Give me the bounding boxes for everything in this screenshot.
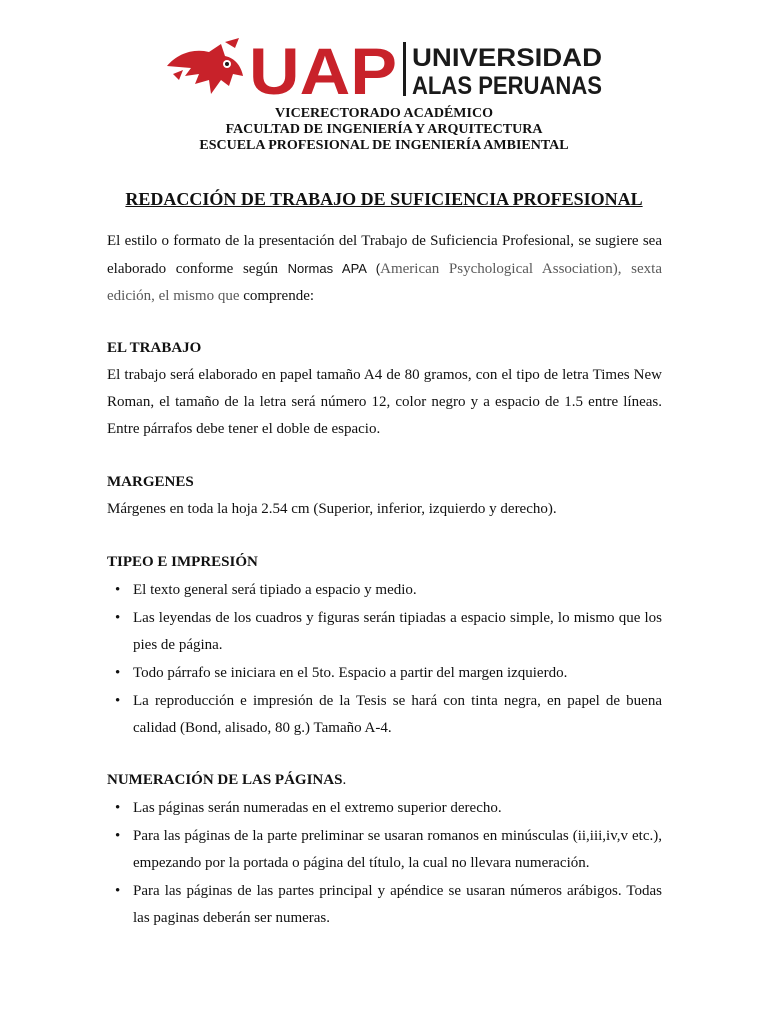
university-logo	[165, 34, 605, 108]
logo-line2: ALAS PERUANAS	[412, 72, 602, 100]
margenes-paragraph: Márgenes en toda la hoja 2.54 cm (Superior, inferior, izquierdo y derecho).	[107, 501, 557, 517]
bullet-icon: •	[115, 883, 121, 899]
numeracion-list	[107, 795, 662, 933]
bullet-icon: •	[115, 693, 121, 709]
vicerectorado-line: VICERECTORADO ACADÉMICO	[275, 106, 493, 121]
intro-paragraph	[107, 228, 662, 310]
tipeo-list	[107, 577, 662, 743]
section-heading-tipeo: TIPEO E IMPRESIÓN	[107, 554, 258, 570]
eagle-emblem-icon	[167, 38, 243, 94]
intro-text-end: comprende:	[239, 288, 315, 304]
list-item: • Todo párrafo se iniciara en el 5to. Espacio a partir del margen izquierdo.	[107, 660, 662, 687]
list-item: • Para las páginas de la parte preliminar se usaran romanos en minúsculas (ii,iii,iv,v etc.), empezando por la portada o página del título, la cual no llevara numeración.	[107, 823, 662, 877]
intro-apa-norms: Normas APA (	[287, 261, 381, 276]
bullet-icon: •	[115, 800, 121, 816]
section-heading-numeracion: NUMERACIÓN DE LAS PÁGINAS.	[107, 772, 347, 788]
institution-header	[0, 106, 768, 154]
logo-line1: UNIVERSIDAD	[412, 44, 602, 72]
logo-acronym: UAP	[249, 34, 397, 108]
list-item: • El texto general será tipiado a espacio y medio.	[107, 577, 662, 604]
list-item: • Para las páginas de las partes principal y apéndice se usaran números arábigos. Todas las paginas deberán ser numeras.	[107, 878, 662, 932]
logo-divider	[403, 42, 406, 96]
list-item: • La reproducción e impresión de la Tesis se hará con tinta negra, en papel de buena calidad (Bond, alisado, 80 g.) Tamaño A-4.	[107, 688, 662, 742]
bullet-icon: •	[115, 665, 121, 681]
list-item: • Las páginas serán numeradas en el extremo superior derecho.	[107, 795, 662, 822]
list-item: • Las leyendas de los cuadros y figuras serán tipiadas a espacio simple, lo mismo que los pies de página.	[107, 605, 662, 659]
intro-text-1: El estilo o formato de la presentación del Trabajo de Suficiencia Profesional, se sugiere sea elaborado conforme según	[107, 233, 662, 277]
section-heading-margenes: MARGENES	[107, 474, 194, 490]
school-line: ESCUELA PROFESIONAL DE INGENIERÍA AMBIENTAL	[199, 138, 569, 153]
intro-text-gray: American Psychological Association), sexta edición, el mismo que	[107, 261, 662, 304]
faculty-line: FACULTAD DE INGENIERÍA Y ARQUITECTURA	[225, 122, 543, 137]
trabajo-paragraph: El trabajo será elaborado en papel tamaño A4 de 80 gramos, con el tipo de letra Times New Roman, el tamaño de la letra será número 12, color negro y a espacio de 1.5 entre líneas. Entre párrafos debe tener el doble de espacio.	[107, 367, 662, 437]
section-heading-trabajo: EL TRABAJO	[107, 340, 202, 356]
document-title: REDACCIÓN DE TRABAJO DE SUFICIENCIA PROFESIONAL	[125, 189, 643, 209]
bullet-icon: •	[115, 828, 121, 844]
bullet-icon: •	[115, 582, 121, 598]
bullet-icon: •	[115, 610, 121, 626]
